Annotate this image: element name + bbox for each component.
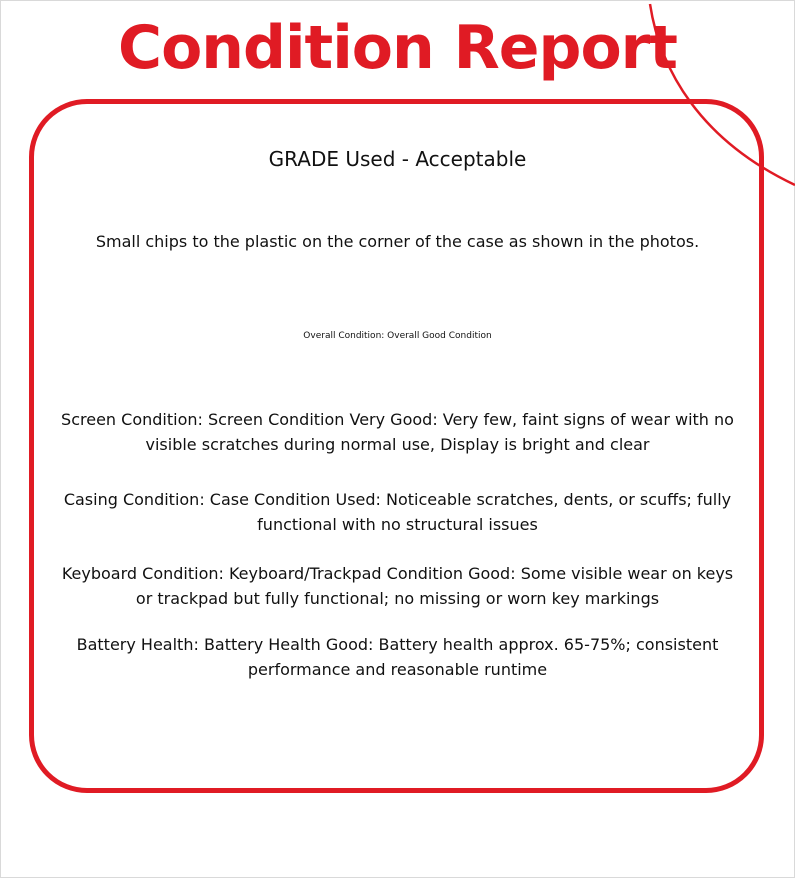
condition-notes: Small chips to the plastic on the corner of the case as shown in the photos. [95,232,700,251]
casing-condition: Casing Condition: Case Condition Used: Noticeable scratches, dents, or scuffs; fully functional with no structural issues [63,490,732,534]
battery-health: Battery Health: Battery Health Good: Battery health approx. 65-75%; consistent performance and reasonable runtime [76,635,719,679]
grade-label: GRADE Used - Acceptable [268,147,527,171]
overall-condition: Overall Condition: Overall Good Condition [303,331,492,341]
screen-condition: Screen Condition: Screen Condition Very Good: Very few, faint signs of wear with no visible scratches during normal use, Display is bright and clear [61,410,734,454]
keyboard-condition: Keyboard Condition: Keyboard/Trackpad Condition Good: Some visible wear on keys or trackpad but fully functional; no missing or worn key markings [61,564,734,608]
page-title: Condition Report [118,13,677,83]
